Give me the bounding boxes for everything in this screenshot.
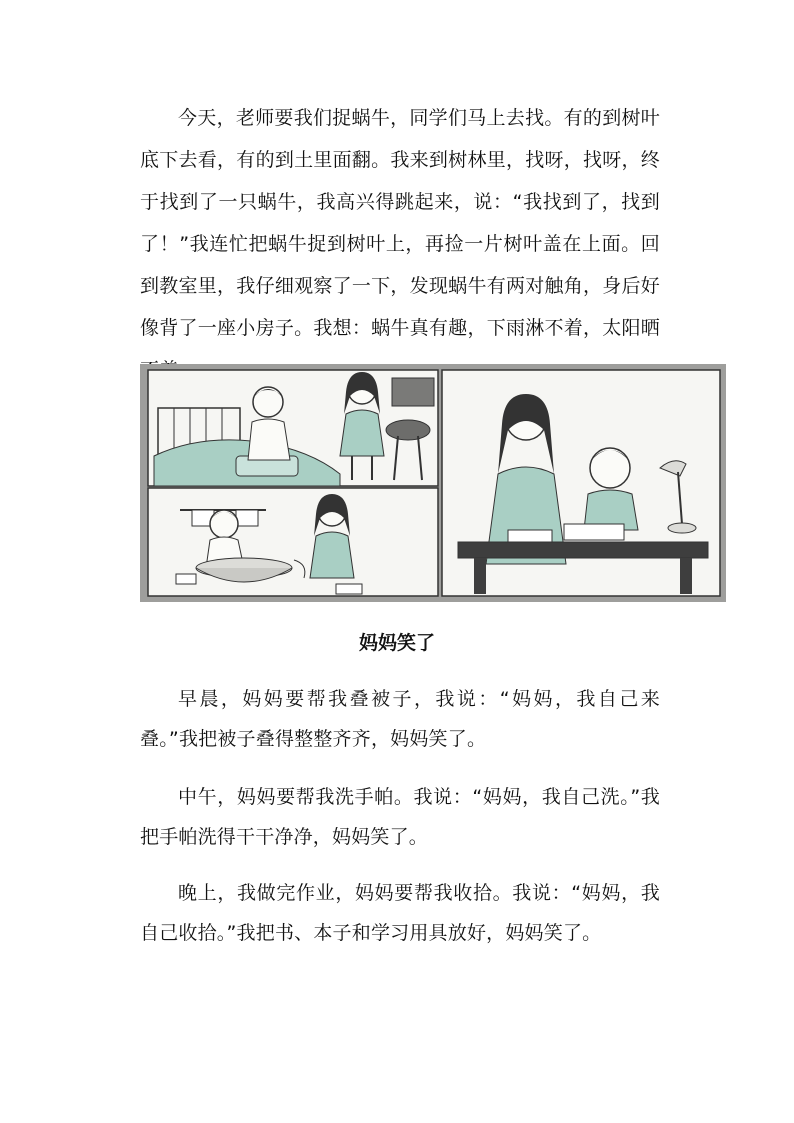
panel-wash-handkerchief bbox=[148, 488, 438, 596]
paragraph-evening: 晚上，我做完作业，妈妈要帮我收拾。我说：“妈妈，我自己收拾。”我把书、本子和学习用具放好，妈妈笑了。 bbox=[140, 882, 660, 944]
paragraph-morning: 早晨，妈妈要帮我叠被子，我说：“妈妈，我自己来叠。”我把被子叠得整整齐齐，妈妈笑了。 bbox=[140, 688, 660, 750]
illustration bbox=[140, 364, 726, 602]
panel-tidy-desk bbox=[442, 370, 720, 596]
paragraph-noon: 中午，妈妈要帮我洗手帕。我说：“妈妈，我自己洗。”我把手帕洗得干干净净，妈妈笑了。 bbox=[140, 786, 660, 848]
panel-fold-quilt bbox=[148, 370, 438, 486]
story-title: 妈妈笑了 bbox=[358, 632, 435, 654]
paragraph-snail: 今天，老师要我们捉蜗牛，同学们马上去找。有的到树叶底下去看，有的到土里面翻。我来到树林里，找呀，找呀，终于找到了一只蜗牛，我高兴得跳起来，说：“我找到了，找到了！”我连忙把蜗牛捉到树叶上，再捡一片树叶盖在上面。回到教室里，我仔细观察了一下，发现蜗牛有两对触角，身后好像背了一座小房子。我想：蜗牛真有趣，下雨淋不着，太阳晒 bbox=[140, 107, 660, 339]
